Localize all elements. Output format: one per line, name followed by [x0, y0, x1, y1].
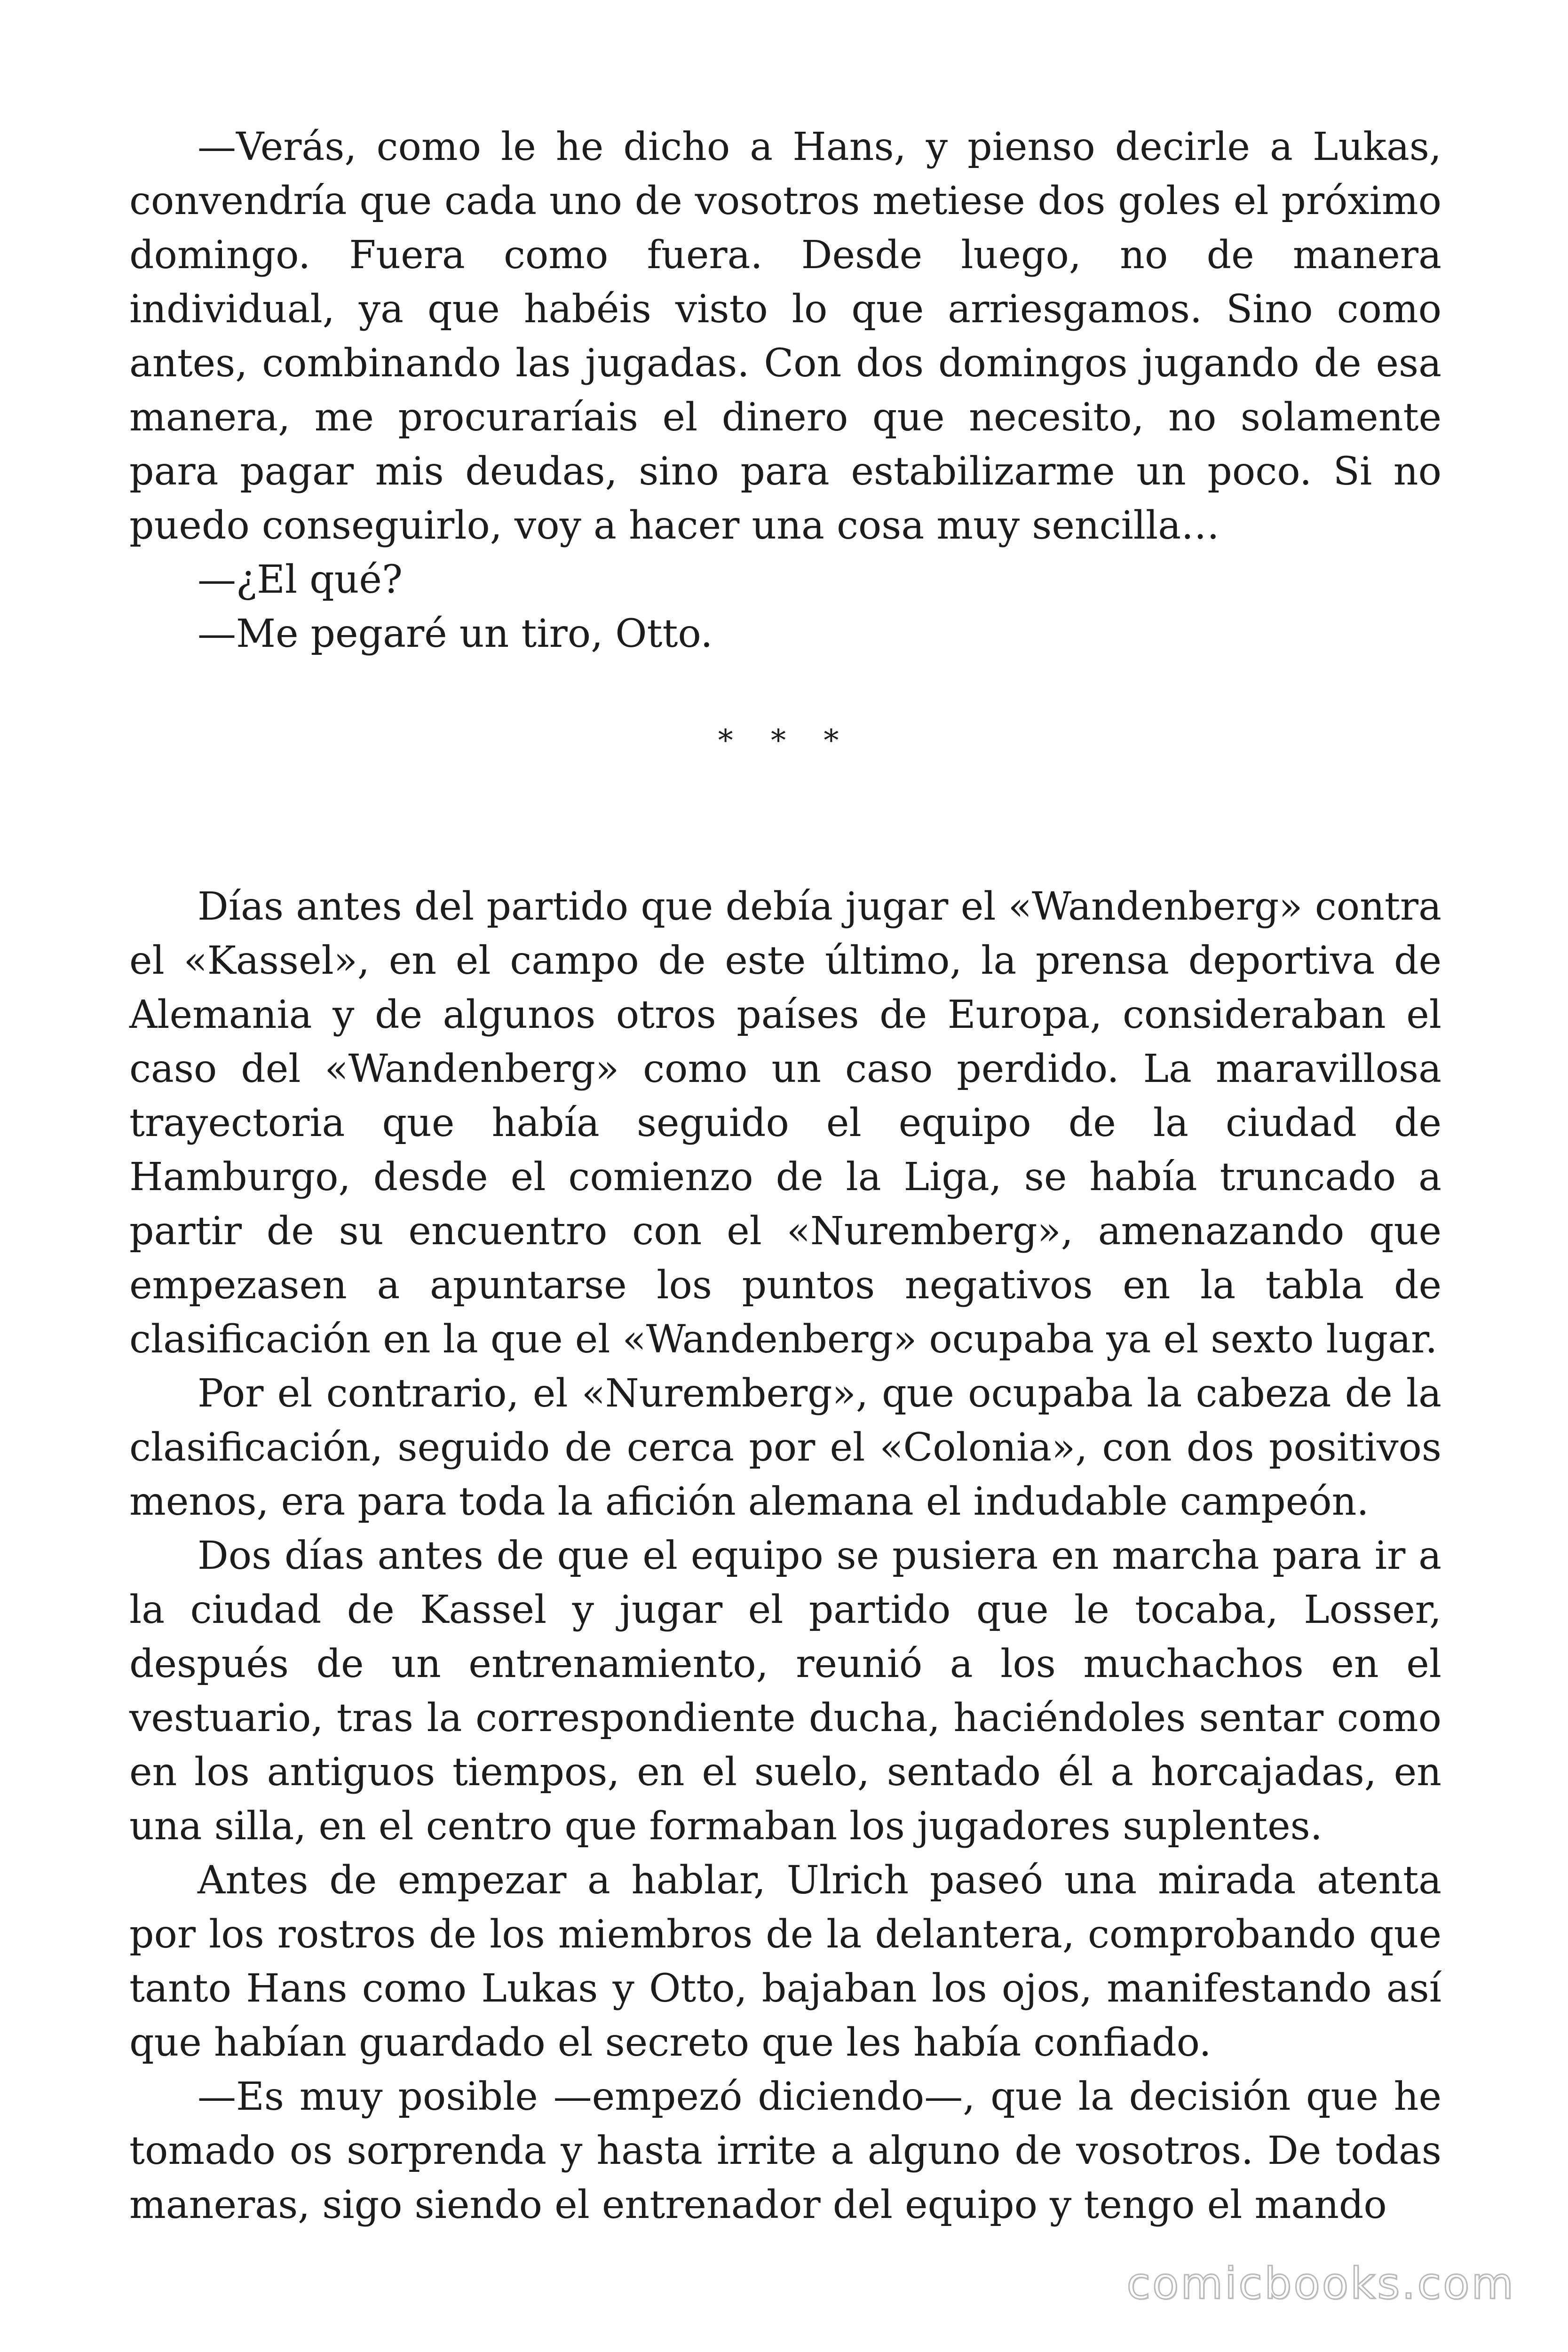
paragraph-dialogue-1: —Verás, como le he dicho a Hans, y pienso decirle a Lukas, convendría que cada uno de vosotros metiese dos goles el próximo domingo. Fuera como fuera. Desde luego, no de manera individual, ya que habéis visto lo que arriesgamos. Sino como antes, combinando las jugadas. Con dos domingos jugando de esa manera, me procuraríais el dinero que necesito, no solamente para pagar mis deudas, sino para estabilizarme un poco. Si no puedo conseguirlo, voy a hacer una cosa muy sencilla…	[129, 125, 1441, 548]
watermark: comicbooks.com	[1126, 2258, 1515, 2309]
paragraph-dialogue-4: —Es muy posible —empezó diciendo—, que la decisión que he tomado os sorprenda y hasta irrite a alguno de vosotros. De todas maneras, sigo siendo el entrenador del equipo y tengo el mando	[129, 2074, 1441, 2227]
paragraph-narrative-1: Días antes del partido que debía jugar el «Wandenberg» contra el «Kassel», en el campo de este último, la prensa deportiva de Alemania y de algunos otros países de Europa, consideraban el caso del «Wandenberg» como un caso perdido. La maravillosa trayectoria que había seguido el equipo de la ciudad de Hamburgo, desde el comienzo de la Liga, se había truncado a partir de su encuentro con el «Nuremberg», amenazando que empezasen a apuntarse los puntos negativos en la tabla de clasificación en la que el «Wandenberg» ocupaba ya el sexto lugar.	[129, 884, 1441, 1362]
paragraph-narrative-3: Dos días antes de que el equipo se pusiera en marcha para ir a la ciudad de Kassel y jugar el partido que le tocaba, Losser, después de un entrenamiento, reunió a los muchachos en el vestuario, tras la correspondiente ducha, haciéndoles sentar como en los antiguos tiempos, en el suelo, sentado él a horcajadas, en una silla, en el centro que formaban los jugadores suplentes.	[129, 1534, 1441, 1849]
paragraph-narrative-2: Por el contrario, el «Nuremberg», que ocupaba la cabeza de la clasificación, seguido de cerca por el «Colonia», con dos positivos menos, era para toda la afición alemana el indudable campeón.	[129, 1371, 1441, 1524]
paragraph-dialogue-2: —¿El qué?	[198, 557, 403, 602]
paragraph-dialogue-3: —Me pegaré un tiro, Otto.	[198, 612, 713, 656]
paragraph-narrative-4: Antes de empezar a hablar, Ulrich paseó una mirada atenta por los rostros de los miembros de la delantera, comprobando que tanto Hans como Lukas y Otto, bajaban los ojos, manifestando así que habían guardado el secreto que les había confiado.	[129, 1858, 1441, 2065]
scene-break: * * *	[718, 723, 853, 758]
book-page	[129, 120, 1441, 2232]
